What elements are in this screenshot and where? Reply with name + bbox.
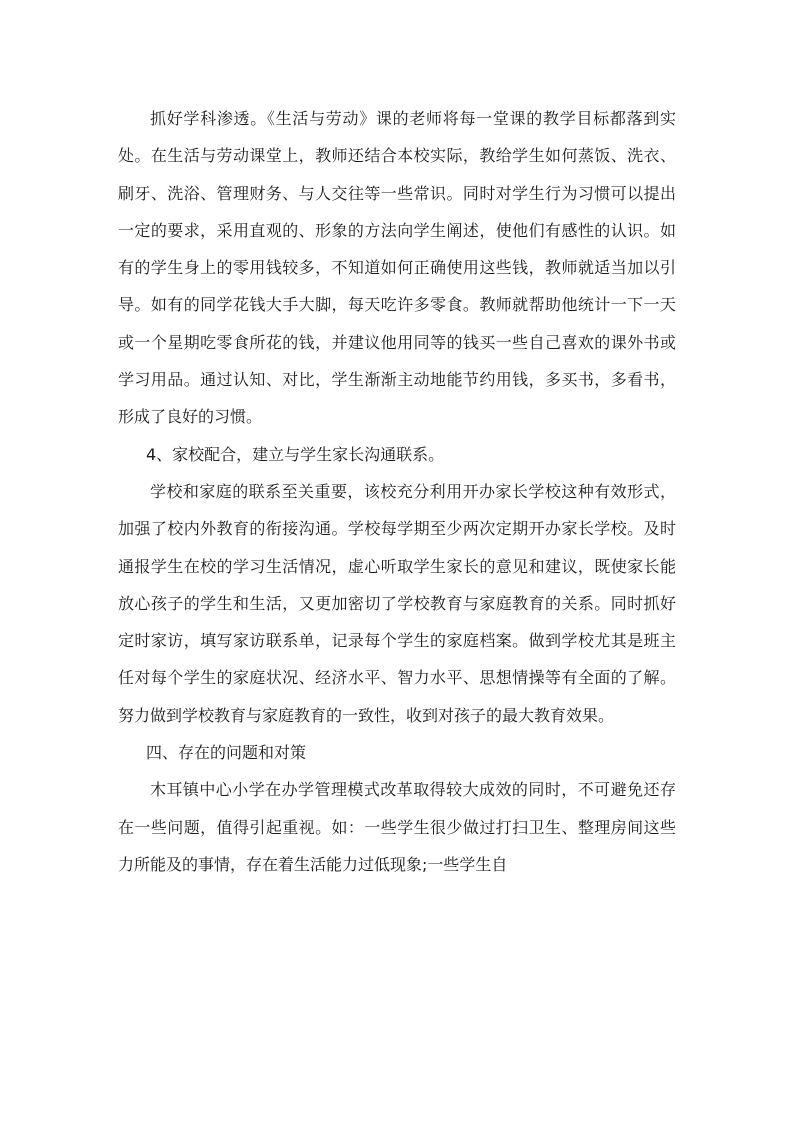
- paragraph-existing-problems: 木耳镇中心小学在办学管理模式改革取得较大成效的同时，不可避免还存在一些问题，值得引起重视。如：一些学生很少做过打扫卫生、整理房间这些力所能及的事情，存在着生活能力过低现象;一些学生自: [118, 780, 676, 874]
- paragraph-home-school-contact: 学校和家庭的联系至关重要，该校充分利用开办家长学校这种有效形式，加强了校内外教育的衔接沟通。学校每学期至少两次定期开办家长学校。及时通报学生在校的学习生活情况，虚心听取学生家长的意见和建议，既使家长能放心孩子的学生和生活，又更加密切了学校教育与家庭教育的关系。同时抓好定时家访，填写家访联系单，记录每个学生的家庭档案。做到学校尤其是班主任对每个学生的家庭状况、经济水平、智力水平、思想情操等有全面的了解。努力做到学校教育与家庭教育的一致性，收到对孩子的最大教育效果。: [118, 481, 676, 725]
- section-heading-problems-and-countermeasures: 四、存在的问题和对策: [146, 743, 307, 763]
- paragraph-subject-infiltration: 抓好学科渗透。《生活与劳动》课的老师将每一堂课的教学目标都落到实处。在生活与劳动课堂上，教师还结合本校实际，教给学生如何蒸饭、洗衣、刷牙、洗浴、管理财务、与人交往等一些常识。同时对学生行为习惯可以提出一定的要求，采用直观的、形象的方法向学生阐述，使他们有感性的认识。如有的学生身上的零用钱较多，不知道如何正确使用这些钱，教师就适当加以引导。如有的同学花钱大手大脚，每天吃许多零食。教师就帮助他统计一下一天或一个星期吃零食所花的钱，并建议他用同等的钱买一些自己喜欢的课外书或学习用品。通过认知、对比，学生渐渐主动地能节约用钱，多买书，多看书，形成了良好的习惯。: [118, 109, 676, 427]
- document-body: [118, 100, 676, 883]
- section-heading-home-school-cooperation: 4、家校配合，建立与学生家长沟通联系。: [146, 444, 445, 464]
